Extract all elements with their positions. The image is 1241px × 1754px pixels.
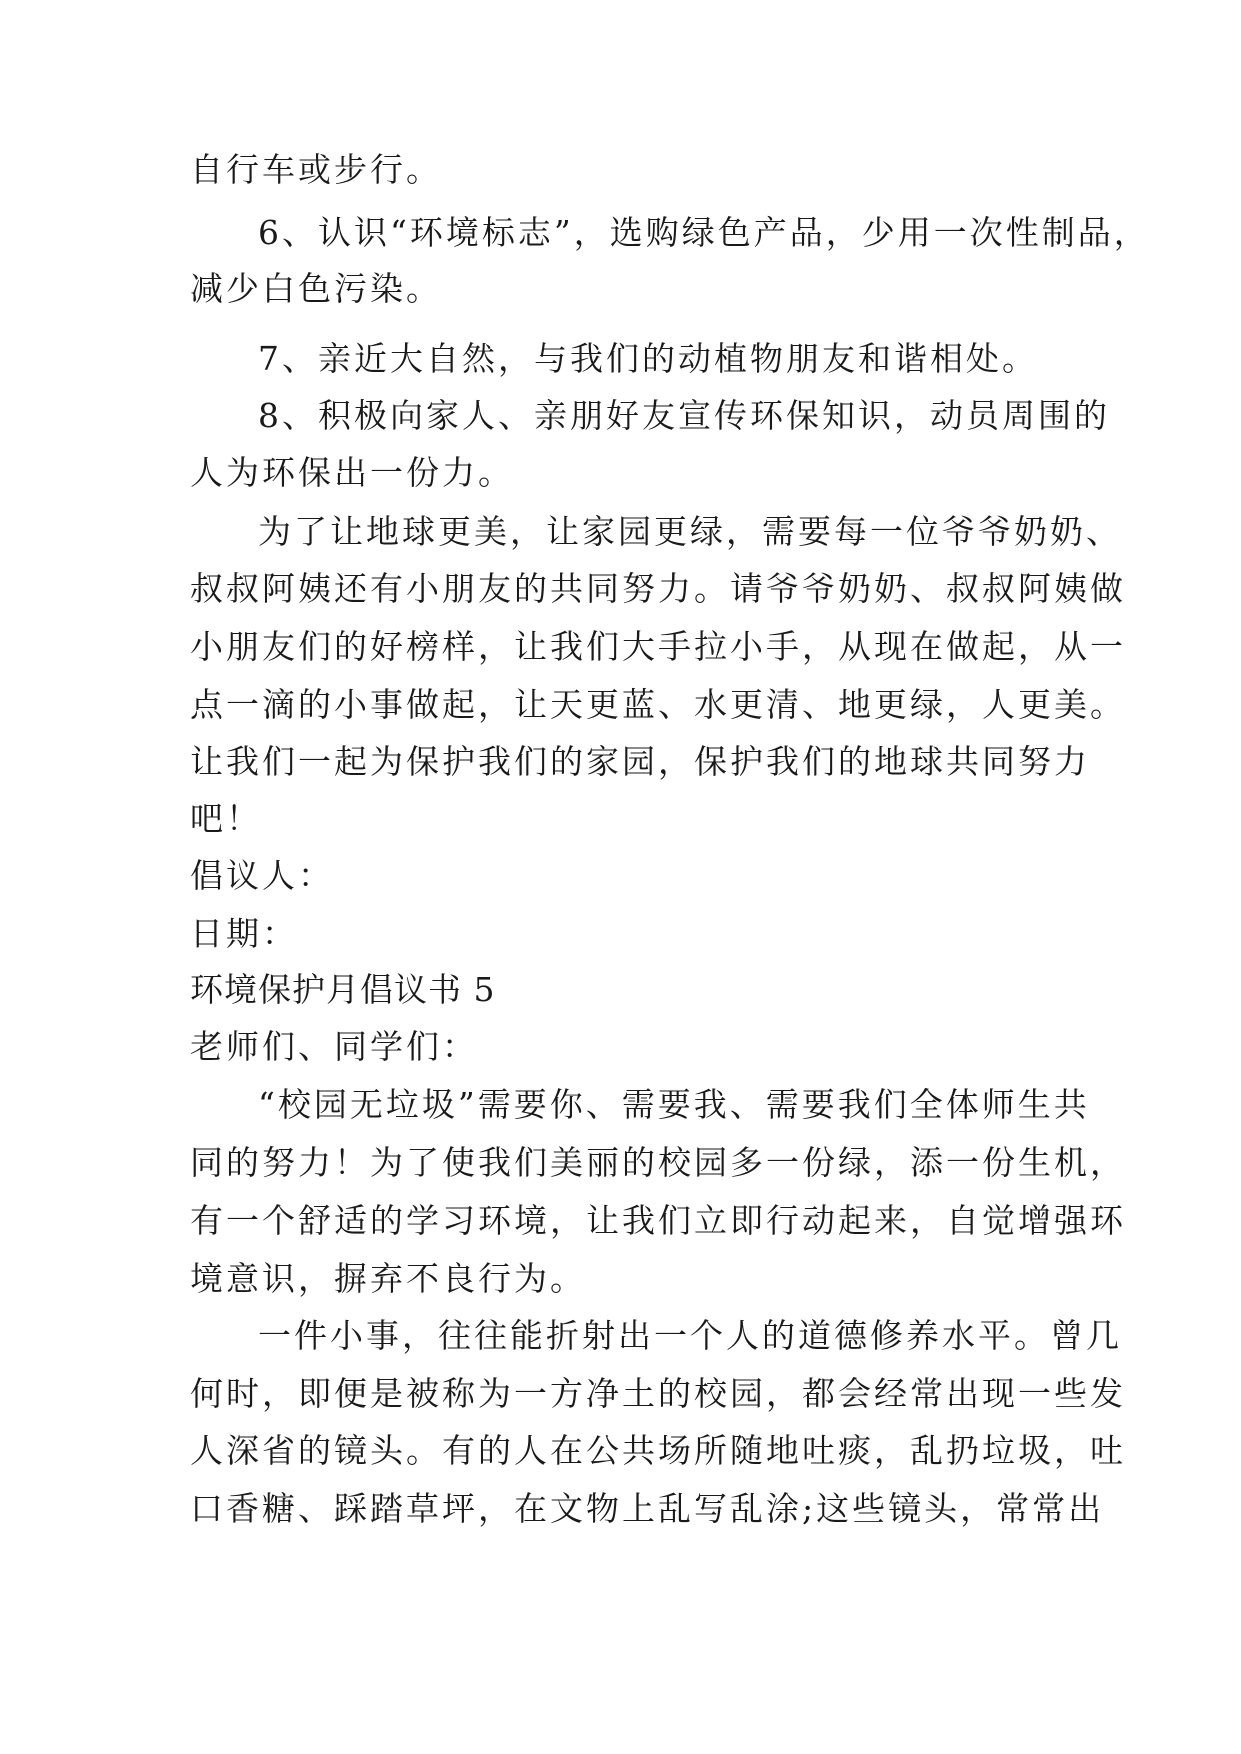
text-line: 倡议人： — [190, 856, 334, 895]
text-line: 人深省的镜头。有的人在公共场所随地吐痰，乱扔垃圾，吐 — [190, 1431, 1126, 1470]
text-line: 减少白色污染。 — [190, 269, 442, 308]
text-line: 境意识，摒弃不良行为。 — [190, 1259, 586, 1298]
text-line: 7、亲近大自然，与我们的动植物朋友和谐相处。 — [258, 339, 1038, 378]
text-line: 吧！ — [190, 799, 262, 838]
text-line: 何时，即便是被称为一方净土的校园，都会经常出现一些发 — [190, 1374, 1126, 1413]
text-line: 小朋友们的好榜样，让我们大手拉小手，从现在做起，从一 — [190, 627, 1126, 666]
text-line: 为了让地球更美，让家园更绿，需要每一位爷爷奶奶、 — [258, 512, 1122, 551]
text-line: 人为环保出一份力。 — [190, 453, 514, 492]
text-line: 自行车或步行。 — [190, 150, 442, 189]
text-line: 一件小事，往往能折射出一个人的道德修养水平。曾几 — [258, 1316, 1122, 1355]
text-line: 日期： — [190, 914, 298, 953]
text-line: “校园无垃圾”需要你、需要我、需要我们全体师生共 — [258, 1085, 1090, 1124]
text-line: 有一个舒适的学习环境，让我们立即行动起来，自觉增强环 — [190, 1201, 1126, 1240]
text-line: 老师们、同学们： — [190, 1027, 478, 1066]
text-line: 点一滴的小事做起，让天更蓝、水更清、地更绿，人更美。 — [190, 685, 1126, 724]
text-line: 叔叔阿姨还有小朋友的共同努力。请爷爷奶奶、叔叔阿姨做 — [190, 569, 1126, 608]
section-title: 环境保护月倡议书 5 — [190, 970, 496, 1009]
text-line: 让我们一起为保护我们的家园，保护我们的地球共同努力 — [190, 742, 1090, 781]
text-line: 口香糖、踩踏草坪，在文物上乱写乱涂;这些镜头，常常出 — [190, 1489, 1105, 1528]
text-line: 8、积极向家人、亲朋好友宣传环保知识，动员周围的 — [258, 396, 1110, 435]
text-line: 同的努力！为了使我们美丽的校园多一份绿，添一份生机， — [190, 1143, 1126, 1182]
text-line: 6、认识“环境标志”，选购绿色产品，少用一次性制品， — [258, 213, 1150, 252]
